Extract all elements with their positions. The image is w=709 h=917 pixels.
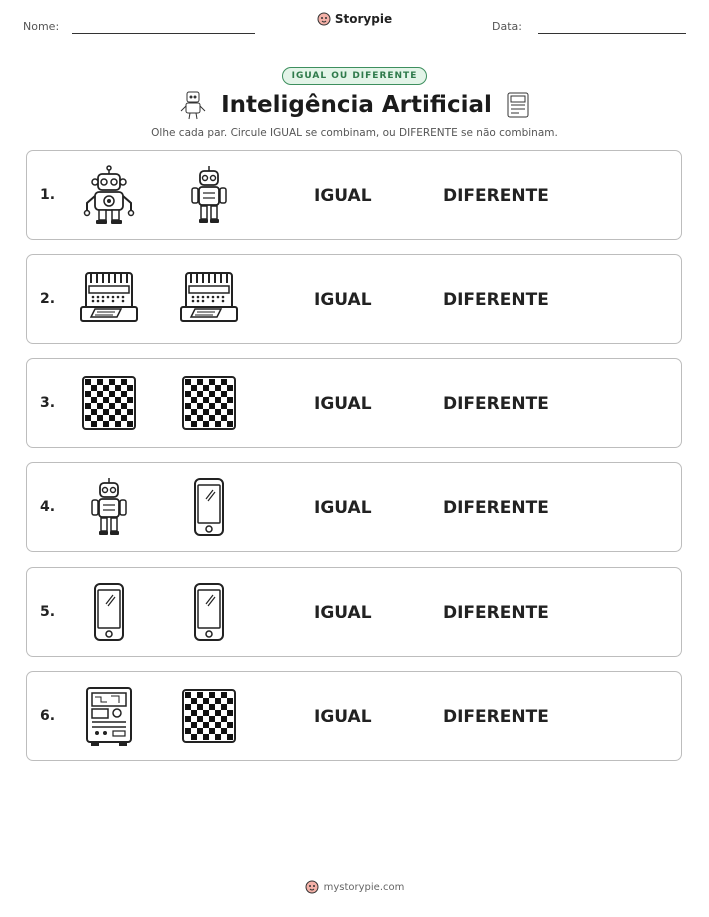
item-number: 6. (40, 708, 56, 724)
smartphone-icon (77, 580, 141, 644)
item-card (26, 358, 682, 448)
activity-badge: IGUAL OU DIFERENTE (282, 67, 428, 85)
robot-title-icon (179, 90, 207, 120)
item-number: 4. (40, 499, 56, 515)
option-igual[interactable]: IGUAL (314, 394, 372, 414)
date-field[interactable] (538, 33, 686, 34)
name-field[interactable] (72, 33, 255, 34)
item-card (26, 254, 682, 344)
option-igual[interactable]: IGUAL (314, 290, 372, 310)
option-igual[interactable]: IGUAL (314, 707, 372, 727)
storypie-footer-logo-icon (305, 880, 319, 894)
checkerboard-icon (177, 684, 241, 748)
footer-site: mystorypie.com (323, 881, 405, 893)
brand (0, 12, 709, 26)
item-number: 2. (40, 291, 56, 307)
option-diferente[interactable]: DIFERENTE (443, 707, 549, 727)
cash-register-icon (177, 267, 241, 331)
option-igual[interactable]: IGUAL (314, 186, 372, 206)
item-number: 3. (40, 395, 56, 411)
option-igual[interactable]: IGUAL (314, 498, 372, 518)
option-diferente[interactable]: DIFERENTE (443, 498, 549, 518)
cash-register-icon (77, 267, 141, 331)
smartphone-icon (177, 580, 241, 644)
option-igual[interactable]: IGUAL (314, 603, 372, 623)
name-label: Nome: (23, 20, 60, 33)
smartphone-icon (177, 475, 241, 539)
footer (0, 880, 709, 894)
circuit-board-icon (77, 684, 141, 748)
item-card (26, 150, 682, 240)
robot-simple-icon (177, 163, 241, 227)
robot-simple-icon (77, 475, 141, 539)
item-card (26, 462, 682, 552)
option-diferente[interactable]: DIFERENTE (443, 603, 549, 623)
brand-name: Storypie (334, 12, 393, 26)
circuit-title-icon (506, 91, 530, 119)
item-number: 1. (40, 187, 56, 203)
checkerboard-icon (177, 371, 241, 435)
item-card (26, 671, 682, 761)
checkerboard-icon (77, 371, 141, 435)
page-title: Inteligência Artificial (221, 92, 492, 118)
option-diferente[interactable]: DIFERENTE (443, 394, 549, 414)
instructions: Olhe cada par. Circule IGUAL se combinam, ou DIFERENTE se não combinam. (151, 127, 558, 139)
option-diferente[interactable]: DIFERENTE (443, 290, 549, 310)
date-label: Data: (492, 20, 522, 33)
item-number: 5. (40, 604, 56, 620)
robot-detailed-icon (77, 163, 141, 227)
item-card (26, 567, 682, 657)
storypie-logo-icon (317, 12, 331, 26)
option-diferente[interactable]: DIFERENTE (443, 186, 549, 206)
title-row (0, 90, 709, 120)
